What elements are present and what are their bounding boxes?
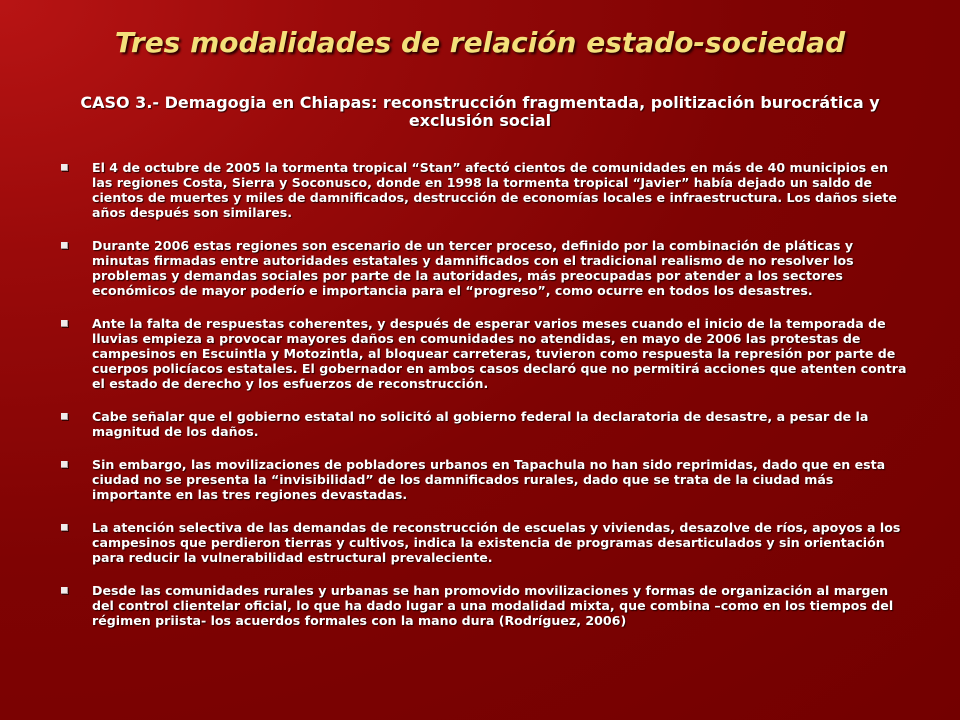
- square-bullet-icon: [61, 587, 68, 594]
- bullet-item: [60, 316, 908, 391]
- bullet-item: [60, 160, 908, 220]
- bullet-item: [60, 520, 908, 565]
- square-bullet-icon: [61, 413, 68, 420]
- bullet-text: Durante 2006 estas regiones son escenario de un tercer proceso, definido por la combinación de pláticas y minutas firmadas entre autoridades estatales y damnificados con el tradicional realismo de no resolver los problemas y demandas sociales por parte de la autoridades, más preocupadas por atender a los sectores económicos de mayor poderío e importancia para el “progreso”, como ocurre en todos los desastres.: [92, 238, 854, 298]
- bullet-text: El 4 de octubre de 2005 la tormenta tropical “Stan” afectó cientos de comunidades en más de 40 municipios en las regiones Costa, Sierra y Soconusco, donde en 1998 la tormenta tropical “Javier” había dejado un saldo de cientos de muertes y miles de damnificados, destrucción de economías locales e infraestructura. Los daños siete años después son similares.: [92, 160, 897, 220]
- square-bullet-icon: [61, 461, 68, 468]
- bullet-text: Desde las comunidades rurales y urbanas se han promovido movilizaciones y formas de organización al margen del control clientelar oficial, lo que ha dado lugar a una modalidad mixta, que combina –como en los tiempos del régimen priista- los acuerdos formales con la mano dura (Rodríguez, 2006): [92, 583, 894, 628]
- bullet-item: [60, 238, 908, 298]
- square-bullet-icon: [61, 164, 68, 171]
- square-bullet-icon: [61, 524, 68, 531]
- slide-subtitle: CASO 3.- Demagogia en Chiapas: reconstrucción fragmentada, politización burocrática y exclusión social: [80, 93, 880, 130]
- bullet-text: Cabe señalar que el gobierno estatal no solicitó al gobierno federal la declaratoria de desastre, a pesar de la magnitud de los daños.: [92, 409, 869, 439]
- square-bullet-icon: [61, 242, 68, 249]
- bullet-list: [60, 160, 908, 646]
- bullet-text: Ante la falta de respuestas coherentes, y después de esperar varios meses cuando el inicio de la temporada de lluvias empieza a provocar mayores daños en comunidades no atendidas, en mayo de 2006 las protestas de campesinos en Escuintla y Motozintla, al bloquear carreteras, tuvieron como respuesta la represión por parte de cuerpos policíacos estatales. El gobernador en ambos casos declaró que no permitirá acciones que atenten contra el estado de derecho y los esfuerzos de reconstrucción.: [92, 316, 907, 391]
- square-bullet-icon: [61, 320, 68, 327]
- bullet-text: Sin embargo, las movilizaciones de pobladores urbanos en Tapachula no han sido reprimidas, dado que en esta ciudad no se presenta la “invisibilidad” de los damnificados rurales, dado que se trata de la ciudad más importante en las tres regiones devastadas.: [92, 457, 886, 502]
- bullet-item: [60, 583, 908, 628]
- bullet-item: [60, 457, 908, 502]
- slide-title: Tres modalidades de relación estado-sociedad: [114, 26, 846, 59]
- bullet-item: [60, 409, 908, 439]
- bullet-text: La atención selectiva de las demandas de reconstrucción de escuelas y viviendas, desazolve de ríos, apoyos a los campesinos que perdieron tierras y cultivos, indica la existencia de programas desarticulados y sin orientación para reducir la vulnerabilidad estructural prevaleciente.: [92, 520, 901, 565]
